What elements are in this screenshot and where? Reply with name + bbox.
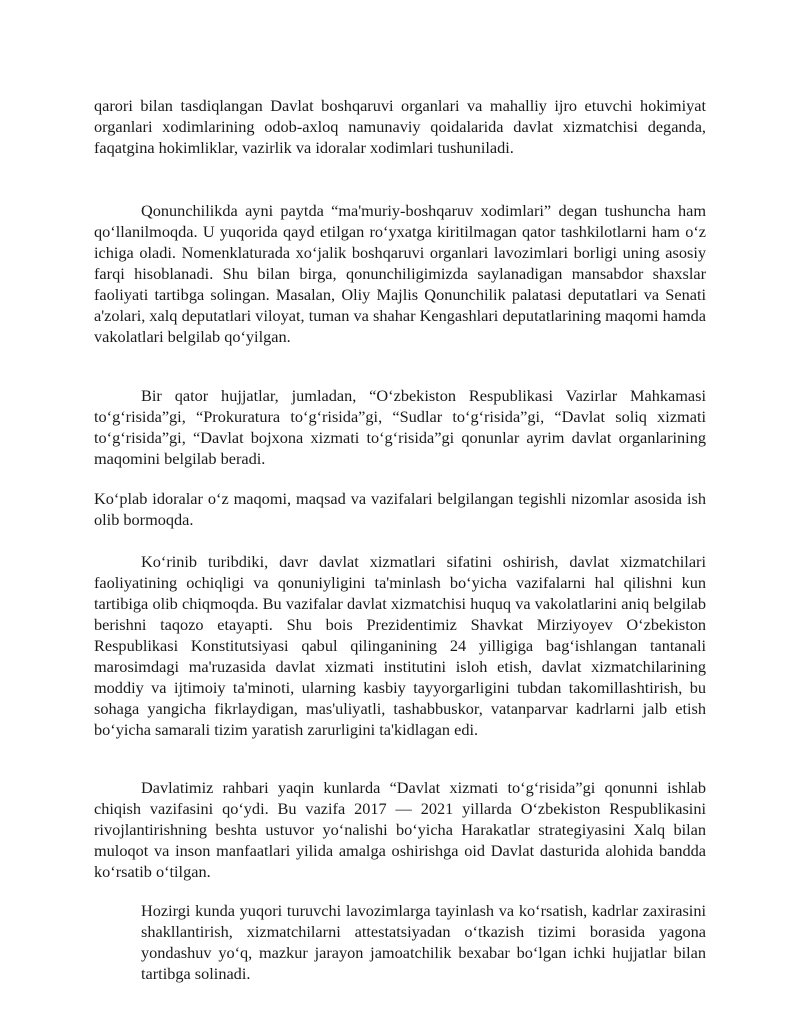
paragraph-4: Ko‘plab idoralar o‘z maqomi, maqsad va vazifalari belgilangan tegishli nizomlar asosida ish olib bormoqda. <box>94 489 706 529</box>
paragraph-6: Davlatimiz rahbari yaqin kunlarda “Davlat xizmati to‘g‘risida”gi qonunni ishlab chiqish vazifasini qo‘ydi. Bu vazifa 2017 — 2021 yillarda O‘zbekiston Respublikasini rivojlantirishning beshta ustuvor yo‘nalishi bo‘yicha Harakatlar strategiyasini Xalq bilan muloqot va inson manfaatlari yilida amalga oshirishga oid Davlat dasturida alohida bandda ko‘rsatib o‘tilgan. <box>94 778 706 881</box>
paragraph-1: qarori bilan tasdiqlangan Davlat boshqaruvi organlari va mahalliy ijro etuvchi hokimiyat organlari xodimlarining odob-axloq namunaviy qoidalarida davlat xizmatchisi deganda, faqatgina hokimliklar, vazirlik va idoralar xodimlari tushuniladi. <box>94 96 706 157</box>
paragraph-7: Hozirgi kunda yuqori turuvchi lavozimlarga tayinlash va ko‘rsatish, kadrlar zaxirasini shakllantirish, xizmatchilarni attestatsiyadan o‘tkazish tizimi borasida yagona yondashuv yo‘q, mazkur jarayon jamoatchilik bexabar bo‘lgan ichki hujjatlar bilan tartibga solinadi. <box>141 901 706 983</box>
paragraph-3: Bir qator hujjatlar, jumladan, “O‘zbekiston Respublikasi Vazirlar Mahkamasi to‘g‘risida”gi, “Prokuratura to‘g‘risida”gi, “Sudlar to‘g‘risida”gi, “Davlat soliq xizmati to‘g‘risida”gi, “Davlat bojxona xizmati to‘g‘risida”gi qonunlar ayrim davlat organlarining maqomini belgilab beradi. <box>94 386 706 468</box>
paragraph-2: Qonunchilikda ayni paytda “ma'muriy-boshqaruv xodimlari” degan tushuncha ham qo‘llanilmoqda. U yuqorida qayd etilgan ro‘yxatga kiritilmagan qator tashkilotlarni ham o‘z ichiga oladi. Nomenklaturada xo‘jalik boshqaruvi organlari lavozimlari borligi uning asosiy farqi hisoblanadi. Shu bilan birga, qonunchiligimizda saylanadigan mansabdor shaxslar faoliyati tartibga solingan. Masalan, Oliy Majlis Qonunchilik palatasi deputatlari va Senati a'zolari, xalq deputatlari viloyat, tuman va shahar Kengashlari deputatlarining maqomi hamda vakolatlari belgilab qo‘yilgan. <box>94 201 706 346</box>
paragraph-5: Ko‘rinib turibdiki, davr davlat xizmatlari sifatini oshirish, davlat xizmatchilari faoliyatining ochiqligi va qonuniyligini ta'minlash bo‘yicha vazifalarni hal qilishni kun tartibiga olib chiqmoqda. Bu vazifalar davlat xizmatchisi huquq va vakolatlarini aniq belgilab berishni taqozo etayapti. Shu bois Prezidentimiz Shavkat Mirziyoyev O‘zbekiston Respublikasi Konstitutsiyasi qabul qilinganining 24 yilligiga bag‘ishlangan tantanali marosimdagi ma'ruzasida davlat xizmati institutini isloh etish, davlat xizmatchilarining moddiy va ijtimoiy ta'minoti, ularning kasbiy tayyorgarligini tubdan takomillashtirish, bu sohaga yangicha fikrlaydigan, mas'uliyatli, tashabbuskor, vatanparvar kadrlarni jalb etish bo‘yicha samarali tizim yaratish zarurligini ta'kidlagan edi. <box>94 552 706 739</box>
